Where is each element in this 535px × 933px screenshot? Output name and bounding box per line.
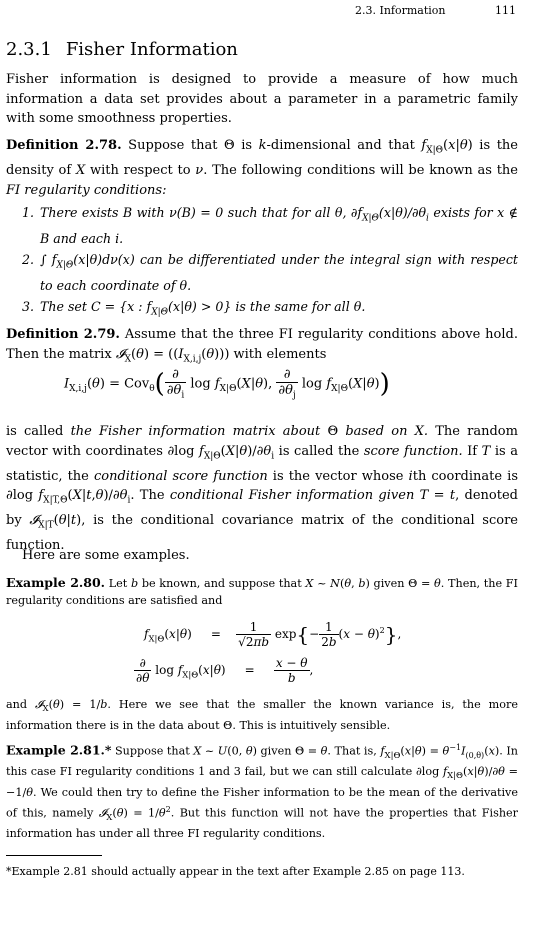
definition-2-79-label: Definition 2.79.: [6, 327, 120, 342]
definition-2-78: Definition 2.78. Suppose that Θ is k-dimensional and that $f_{X|\Theta}(x|\theta)$ is the density of X with respect to ν. The following conditions will be known as the FI regularity conditions:: [6, 138, 518, 198]
section-title: Fisher Information: [65, 39, 238, 60]
fisher-information-equation: $I_{X,i,j}(\theta) = Cov_\theta$( $\frac{\partial}{\partial\theta_i}$ $\log f_{X|\Theta}(X|\theta)$, $\frac{\partial}{\partial\theta_j}$ $\log f_{X|\Theta}(X|\theta)$): [64, 367, 390, 401]
condition-3-number: 3.: [22, 299, 35, 314]
definition-2-79-continuation: is called the Fisher information matrix about Θ based on X. The random vector with coordinates ∂log $f_{X|\Theta}(X|\theta)/\partial\theta_i$ is called the score function. If T is a statistic, the conditional score function is the vector whose ith coordinate is ∂log $f_{X|T,\Theta}(X|t,\theta)/\partial\theta_i$. The conditional Fisher information given T = t, denoted by 𝓘$_{X|T}$(θ|t), is the conditional covariance matrix of the conditional score function.: [6, 424, 518, 554]
score-equation: $\frac{\partial}{\partial\theta}$ $\log f_{X|\Theta}(x|\theta)$ = $\frac{x - \theta}{b}$ ,: [136, 656, 314, 685]
condition-1-number: 1.: [22, 205, 35, 220]
normal-density-equation: $f_{X|\Theta}(x|\theta)$ = $\frac{1}{√2\pi b}$ exp{− $\frac{1}{2b}$ $(x - \theta)^2$},: [144, 620, 402, 649]
running-header: [0, 4, 535, 20]
examples-intro: Here are some examples.: [22, 548, 190, 563]
condition-2: 2. ∫ $f_{X|\Theta}(x|\theta)d\nu(x)$ can be differentiated under the integral sign with respect to each coordinate of θ.: [22, 252, 518, 293]
section-heading: [6, 39, 238, 60]
condition-1: 1. There exists B with ν(B) = 0 such that for all θ, $\partial f_{X|\Theta}(x|\theta)/\partial\theta_i$ exists for x ∉ B and each i.: [22, 205, 519, 246]
definition-2-78-label: Definition 2.78.: [6, 138, 122, 153]
page-number: 111: [495, 4, 516, 17]
running-section-title: 2.3. Information: [355, 4, 446, 17]
intro-paragraph: Fisher information is designed to provide a measure of how much information a data set provides about a parameter in a parametric family with some smoothness properties.: [6, 72, 518, 126]
example-2-80-conclusion: and 𝓘$_X$(θ) = 1/b. Here we see that the smaller the known variance is, the more information there is in the data about Θ. This is intuitively sensible.: [6, 698, 518, 732]
example-2-81: Example 2.81.* Suppose that X ~ U(0, θ) given Θ = θ. That is, $f_{X|\Theta}(x|\theta) = \theta^{-1}I_{(0,\theta)}(x)$. In this case FI regularity conditions 1 and 3 fail, but we can still calculate ∂log $f_{X|\Theta}(x|\theta)/\partial\theta = -1/\theta$. We could then try to define the Fisher information to be the mean of the derivative of this, namely 𝓘$_X$(θ) = $1/\theta^2$. But this function will not have the properties that Fisher information has under all three FI regularity conditions.: [6, 742, 518, 841]
example-2-81-label: Example 2.81.*: [6, 742, 112, 758]
definition-2-79: Definition 2.79. Assume that the three FI regularity conditions above hold. Then the matrix 𝓘$_X$(θ) = $((I_{X,i,j}(\theta)))$ with elements: [6, 327, 518, 365]
section-number: 2.3.1: [6, 39, 52, 60]
condition-3: 3. The set C = {x : $f_{X|\Theta}(x|\theta) > 0$} is the same for all θ.: [22, 299, 366, 318]
footnote: *Example 2.81 should actually appear in the text after Example 2.85 on page 113.: [6, 865, 465, 878]
example-2-80-label: Example 2.80.: [6, 575, 106, 590]
example-2-80: Example 2.80. Let b be known, and suppose that X ~ N(θ, b) given Θ = θ. Then, the FI regularity conditions are satisfied and: [6, 575, 518, 607]
footnote-rule: [6, 855, 102, 856]
condition-2-number: 2.: [22, 252, 35, 267]
